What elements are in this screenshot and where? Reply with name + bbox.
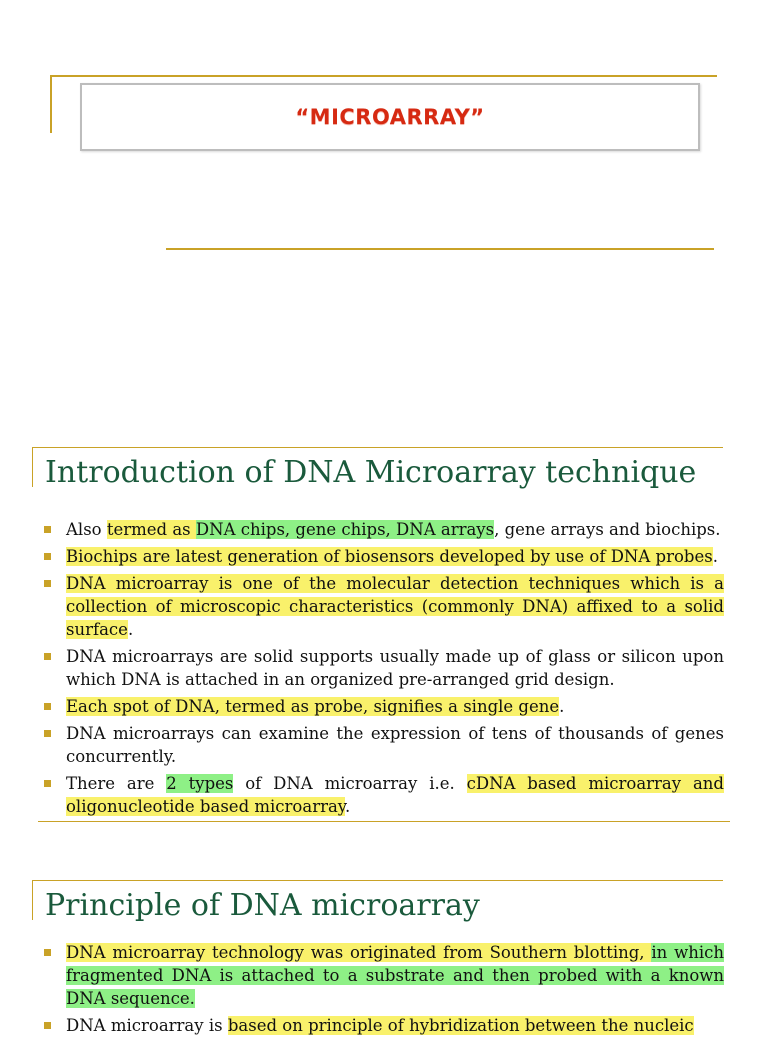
- slide1-top-rule: [50, 75, 717, 77]
- slide2-bullet-list: [44, 518, 724, 822]
- square-bullet-icon: [44, 703, 51, 710]
- highlighted-text: in which fragmented DNA is attached to a substrate and then probed with a known DNA sequence.: [66, 943, 724, 1008]
- highlighted-text: Biochips are latest generation of biosensors developed by use of DNA probes: [66, 547, 713, 566]
- slide3-bullet-list: [44, 941, 724, 1041]
- square-bullet-icon: [44, 653, 51, 660]
- bullet-text: of DNA microarray i.e.: [233, 774, 467, 793]
- bullet-item: [44, 1014, 724, 1037]
- slide2-bottom-rule: [38, 821, 730, 822]
- bullet-text: .: [559, 697, 565, 716]
- highlighted-text: 2 types: [166, 774, 234, 793]
- bullet-item: [44, 545, 724, 568]
- slide1-bottom-rule: [166, 248, 714, 250]
- slide3-title: Principle of DNA microarray: [45, 888, 480, 923]
- square-bullet-icon: [44, 780, 51, 787]
- square-bullet-icon: [44, 553, 51, 560]
- slide2-left-rule: [32, 447, 33, 487]
- highlighted-text: DNA chips, gene chips, DNA arrays: [195, 520, 495, 539]
- highlighted-text: Each spot of DNA, termed as probe, signifies a single gene: [66, 697, 560, 716]
- square-bullet-icon: [44, 580, 51, 587]
- bullet-item: [44, 772, 724, 818]
- bullet-item: [44, 941, 724, 1010]
- bullet-text: DNA microarray is: [66, 1016, 228, 1035]
- bullet-text: .: [712, 547, 718, 566]
- square-bullet-icon: [44, 949, 51, 956]
- highlighted-text: based on principle of hybridization between the nucleic: [227, 1016, 694, 1035]
- bullet-text: .: [344, 797, 351, 816]
- slide3-top-rule: [32, 880, 723, 881]
- bullet-item: [44, 645, 724, 691]
- bullet-text: .: [127, 620, 134, 639]
- slide1-title: “MICROARRAY”: [295, 105, 485, 129]
- slide3-left-rule: [32, 880, 33, 920]
- bullet-item: [44, 695, 724, 718]
- square-bullet-icon: [44, 526, 51, 533]
- slide2-title: Introduction of DNA Microarray technique: [45, 455, 697, 490]
- slide2-top-rule: [32, 447, 723, 448]
- bullet-text: Also: [66, 520, 107, 539]
- bullet-text: DNA microarrays are solid supports usually made up of glass or silicon upon which DNA is attached in an organized pre-arranged grid design.: [66, 647, 724, 689]
- highlighted-text: DNA microarray is one of the molecular detection techniques which is a collection of microscopic characteristics (commonly DNA) affixed to a solid surface: [66, 574, 724, 639]
- bullet-item: [44, 722, 724, 768]
- highlighted-text: cDNA based microarray and oligonucleotide based microarray: [66, 774, 724, 816]
- slide1-title-box: [80, 83, 700, 151]
- bullet-text: There are: [66, 774, 167, 793]
- slide1-left-rule: [50, 75, 52, 133]
- bullet-text: , gene arrays and biochips.: [494, 520, 721, 539]
- highlighted-text: termed as: [106, 520, 196, 539]
- square-bullet-icon: [44, 730, 51, 737]
- bullet-item: [44, 572, 724, 641]
- bullet-item: [44, 518, 724, 541]
- highlighted-text: DNA microarray technology was originated from Southern blotting,: [66, 943, 652, 962]
- bullet-text: DNA microarrays can examine the expression of tens of thousands of genes concurrently.: [66, 724, 724, 766]
- square-bullet-icon: [44, 1022, 51, 1029]
